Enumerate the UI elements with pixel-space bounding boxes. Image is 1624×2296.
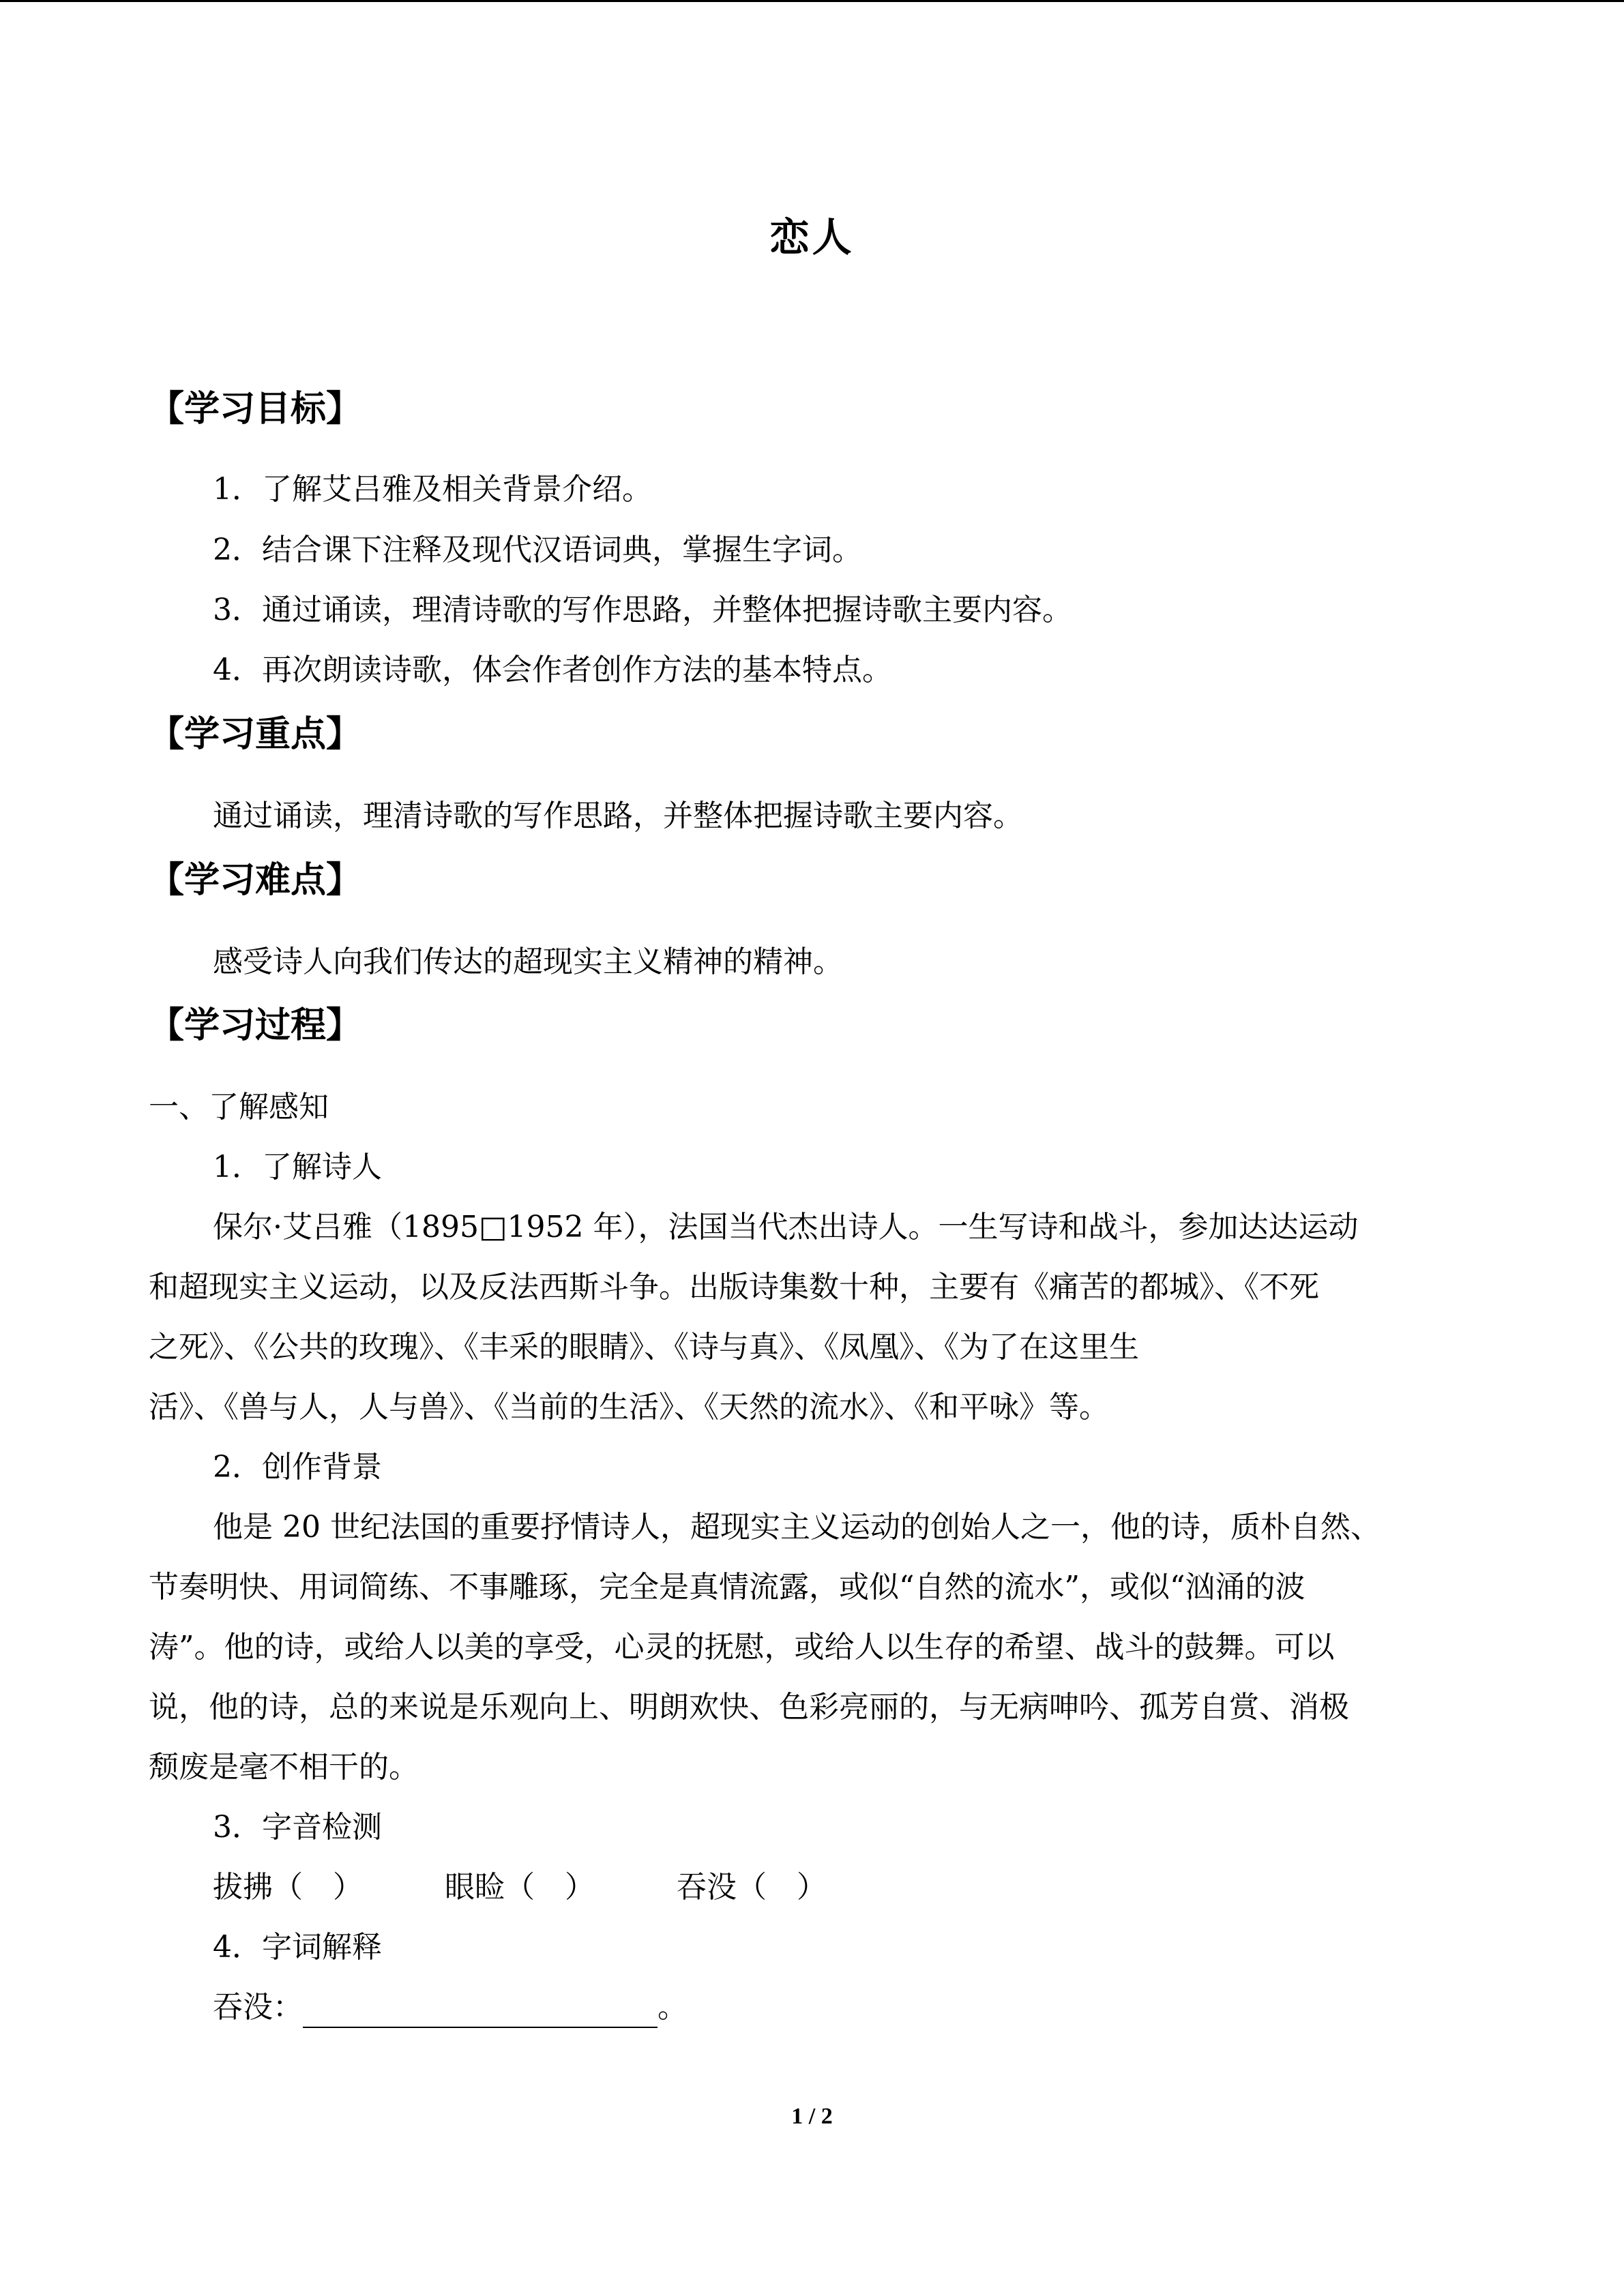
pronunciation-item: 眼睑（ ） <box>445 1870 595 1905</box>
part-title: 一、了解感知 <box>149 1090 329 1124</box>
background-paragraph-line: 颓废是毫不相干的。 <box>149 1750 419 1785</box>
goal-item: 1．了解艾吕雅及相关背景介绍。 <box>213 472 652 507</box>
heading-difficulty: 【学习难点】 <box>149 860 362 901</box>
background-paragraph-line: 说，他的诗，总的来说是乐观向上、明朗欢快、色彩亮丽的，与无病呻吟、孤芳自赏、消极 <box>149 1690 1349 1725</box>
pronunciation-row <box>213 1867 827 1908</box>
item-title-pronunciation: 3．字音检测 <box>213 1810 382 1845</box>
page-number: 1 / 2 <box>791 2104 833 2129</box>
pronunciation-item: 吞没（ ） <box>677 1870 827 1905</box>
background-paragraph-line: 涛”。他的诗，或给人以美的享受，心灵的抚慰，或给人以生存的希望、战斗的鼓舞。可以 <box>149 1630 1335 1665</box>
goal-item: 3．通过诵读，理清诗歌的写作思路，并整体把握诗歌主要内容。 <box>213 593 1072 627</box>
background-paragraph-line: 他是 20 世纪法国的重要抒情诗人，超现实主义运动的创始人之一，他的诗，质朴自然、 <box>213 1510 1381 1545</box>
item-title-word-explanation: 4．字词解释 <box>213 1930 382 1965</box>
item-title-poet: 1．了解诗人 <box>213 1150 382 1184</box>
poet-paragraph-line: 和超现实主义运动，以及反法西斯斗争。出版诗集数十种，主要有《痛苦的都城》、《不死 <box>149 1270 1319 1304</box>
item-title-background: 2．创作背景 <box>213 1450 382 1485</box>
pronunciation-item: 拔拂（ ） <box>213 1870 363 1905</box>
page-title: 恋人 <box>769 214 855 260</box>
word-end: 。 <box>658 1990 688 2025</box>
heading-process: 【学习过程】 <box>149 1005 362 1046</box>
heading-key: 【学习重点】 <box>149 714 362 755</box>
poet-paragraph-line: 保尔·艾吕雅（1895□1952 年），法国当代杰出诗人。一生写诗和战斗，参加达达运动 <box>213 1210 1359 1244</box>
poet-paragraph-line: 活》、《兽与人，人与兽》、《当前的生活》、《天然的流水》、《和平咏》等。 <box>149 1390 1109 1425</box>
answer-blank <box>303 1997 658 2028</box>
word-label: 吞没： <box>213 1990 303 2025</box>
background-paragraph-line: 节奏明快、用词简练、不事雕琢，完全是真情流露，或似“自然的流水”，或似“汹涌的波 <box>149 1570 1305 1605</box>
goal-item: 2．结合课下注释及现代汉语词典，掌握生字词。 <box>213 533 862 567</box>
difficulty-text: 感受诗人向我们传达的超现实主义精神的精神。 <box>213 944 843 979</box>
poet-paragraph-line: 之死》、《公共的玫瑰》、《丰采的眼睛》、《诗与真》、《凤凰》、《为了在这里生 <box>149 1330 1139 1365</box>
key-text: 通过诵读，理清诗歌的写作思路，并整体把握诗歌主要内容。 <box>213 799 1023 833</box>
word-explanation-row <box>213 1987 688 2028</box>
goal-item: 4．再次朗读诗歌，体会作者创作方法的基本特点。 <box>213 653 892 687</box>
heading-goals: 【学习目标】 <box>149 389 362 430</box>
